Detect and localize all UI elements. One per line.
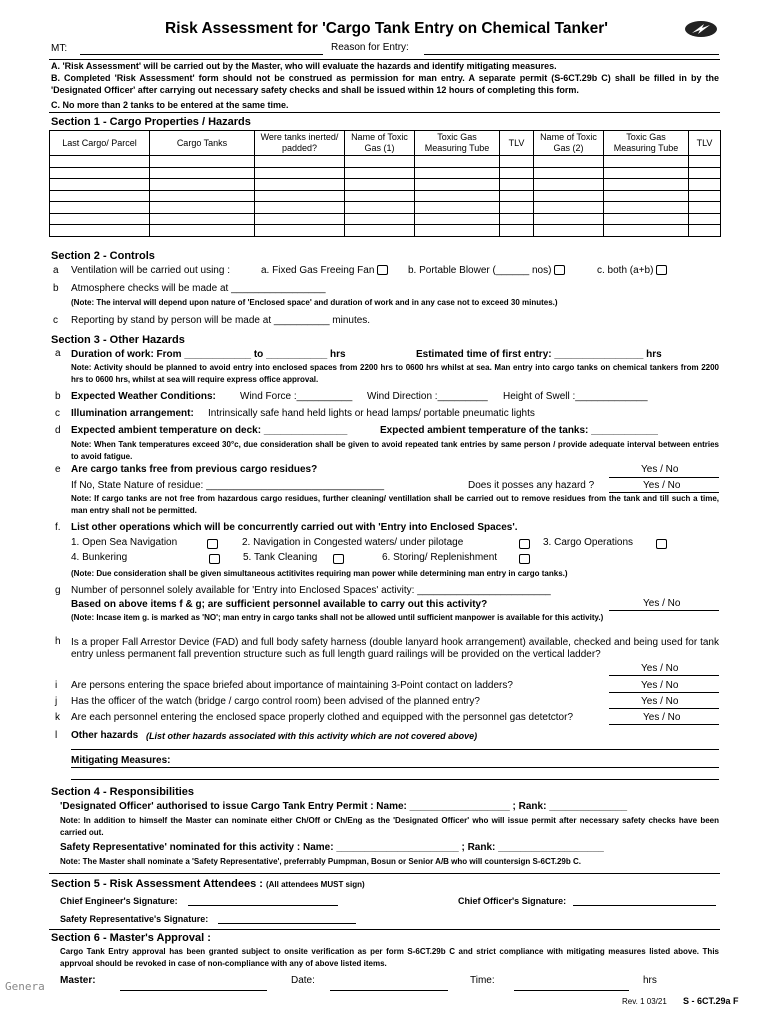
op-open-sea-checkbox[interactable] [207, 539, 218, 549]
item-letter: c [53, 315, 58, 326]
table-cell[interactable] [150, 213, 255, 225]
sufficient-personnel-line [609, 610, 719, 611]
deck-temp-text: Expected ambient temperature on deck: _______________ [71, 425, 348, 436]
table-cell[interactable] [534, 179, 604, 191]
fall-arrestor-line [609, 675, 719, 676]
residues-note: Note: If cargo tanks are not free from hazardous cargo residues, further cleaning/ ventillation shall be carried out to remove residues from the tank and till such a time, man entry shall not be permitted. [71, 494, 719, 515]
table-cell[interactable] [534, 213, 604, 225]
master-label: Master: [60, 975, 96, 986]
section2-title: Section 2 - Controls [51, 250, 155, 262]
page-title: Risk Assessment for 'Cargo Tank Entry on Chemical Tanker' [165, 20, 608, 37]
table-row[interactable] [50, 156, 721, 168]
table-cell[interactable] [500, 190, 534, 202]
date-label: Date: [291, 975, 315, 986]
table-cell[interactable] [415, 156, 500, 168]
safety-rep-line: Safety Representative' nominated for this activity : Name: ______________________ ; Rank: ___________________ [60, 842, 604, 853]
table-cell[interactable] [604, 156, 689, 168]
approval-text: Cargo Tank Entry approval has been granted subject to onsite verification as per form S-6CT.29b C and strict compliance with mitigating measures listed above. This apprvoal should be revoked in case of non-compliance with any of above listed items. [60, 947, 719, 968]
op-tank-cleaning: 5. Tank Cleaning [243, 552, 318, 563]
oow-advised-yes-no[interactable]: Yes / No [641, 696, 679, 707]
item-letter: a [53, 265, 59, 276]
op-congested-waters: 2. Navigation in Congested waters/ under pilotage [242, 537, 464, 548]
safety-rep-note: Note: The Master shall nominate a 'Safety Representative', preferrably Pumpman, Bosun or Senior A/B who will countersign S-6CT.29b C. [60, 857, 581, 866]
table-cell[interactable] [415, 167, 500, 179]
note-b: B. Completed 'Risk Assessment' form should not be construed as permission for man entry. A separate permit (S-6CT.29b C) shall be filled in by the 'Designated Officer' after carrying out necessary safety checks and shall be issued within 12 hours of completing this form. [51, 73, 719, 95]
item-letter: k [55, 712, 60, 723]
safety-rep-signature-field[interactable] [218, 923, 356, 924]
note-a: A. 'Risk Assessment' will be carried out by the Master, who will evaluate the hazards and identify mitigating measures. [51, 61, 557, 71]
op-congested-checkbox[interactable] [519, 539, 530, 549]
item-letter: c [55, 408, 60, 419]
table-row[interactable] [50, 213, 721, 225]
table-cell[interactable] [50, 190, 150, 202]
table-cell[interactable] [345, 167, 415, 179]
oow-advised-text: Has the officer of the watch (bridge / cargo control room) been advised of the planned entry? [71, 696, 480, 707]
table-row[interactable] [50, 167, 721, 179]
op-bunkering: 4. Bunkering [71, 552, 128, 563]
table-cell[interactable] [255, 179, 345, 191]
table-cell[interactable] [150, 179, 255, 191]
fall-arrestor-yes-no[interactable]: Yes / No [641, 663, 679, 674]
hrs-label: hrs [643, 975, 657, 986]
col-cargo-tanks: Cargo Tanks [150, 131, 255, 156]
table-cell[interactable] [689, 225, 721, 237]
op-tank-cleaning-checkbox[interactable] [333, 554, 344, 564]
fixed-fan-checkbox[interactable] [377, 265, 388, 275]
company-logo-icon [684, 20, 718, 38]
table-cell[interactable] [689, 213, 721, 225]
op-open-sea: 1. Open Sea Navigation [71, 537, 178, 548]
table-cell[interactable] [415, 213, 500, 225]
clothed-equipped-text: Are each personnel entering the enclosed space properly clothed and equipped with the personnel gas detetctor? [71, 712, 574, 723]
table-cell[interactable] [345, 225, 415, 237]
three-point-yes-no[interactable]: Yes / No [641, 680, 679, 691]
table-cell[interactable] [604, 202, 689, 214]
table-cell[interactable] [415, 202, 500, 214]
residue-hazard-text: Does it posses any hazard ? [468, 480, 595, 491]
table-cell[interactable] [500, 213, 534, 225]
residues-text: Are cargo tanks free from previous cargo residues? [71, 464, 318, 475]
section6-title: Section 6 - Master's Approval : [51, 932, 211, 944]
table-cell[interactable] [604, 213, 689, 225]
date-field[interactable] [330, 990, 448, 991]
personnel-note: (Note: Incase item g. is marked as 'NO'; man entry in cargo tanks shall not be allowed until sufficient manpower is available for this activity.) [71, 613, 604, 622]
form-number: S - 6CT.29a F [683, 996, 739, 1006]
weather-text: Expected Weather Conditions: [71, 391, 216, 402]
chief-engineer-signature-label: Chief Engineer's Signature: [60, 896, 178, 906]
table-cell[interactable] [534, 225, 604, 237]
clothed-equipped-line [609, 724, 719, 725]
item-letter: j [55, 696, 58, 707]
residue-nature-field: If No, State Nature of residue: ________________________________ [71, 480, 385, 491]
swell-field: Height of Swell :_____________ [503, 391, 648, 402]
table-cell[interactable] [345, 202, 415, 214]
table-cell[interactable] [500, 225, 534, 237]
duration-text: Duration of work: From ____________ to ___________ hrs [71, 349, 346, 360]
col-tlv-1: TLV [500, 131, 534, 156]
item-letter: e [55, 464, 61, 475]
revision-label: Rev. 1 03/21 [622, 997, 667, 1006]
reason-label: Reason for Entry: [331, 42, 409, 53]
illumination-value: Intrinsically safe hand held lights or head lamps/ portable pneumatic lights [208, 408, 535, 419]
table-cell[interactable] [689, 179, 721, 191]
table-cell[interactable] [150, 156, 255, 168]
other-hazards-field[interactable] [71, 749, 719, 750]
col-toxic-gas-2: Name of Toxic Gas (2) [534, 131, 604, 156]
concurrent-ops-note: (Note: Due consideration shall be given simultaneous actitivites requiring man power while determining man entry in cargo tanks.) [71, 569, 568, 578]
tank-temp-text: Expected ambient temperature of the tanks: ____________ [380, 425, 658, 436]
item-letter: a [55, 348, 61, 359]
table-cell[interactable] [255, 213, 345, 225]
concurrent-ops-text: List other operations which will be concurrently carried out with 'Entry into Enclosed Spaces'. [71, 522, 518, 533]
residue-hazard-yes-no[interactable]: Yes / No [643, 480, 681, 491]
table-cell[interactable] [534, 156, 604, 168]
other-hazards-text: Other hazards [71, 730, 139, 741]
table-cell[interactable] [50, 167, 150, 179]
table-cell[interactable] [500, 179, 534, 191]
table-cell[interactable] [50, 179, 150, 191]
watermark-text: Genera [5, 980, 45, 993]
table-cell[interactable] [345, 190, 415, 202]
table-cell[interactable] [689, 156, 721, 168]
table-cell[interactable] [255, 190, 345, 202]
table-cell[interactable] [50, 213, 150, 225]
master-signature-field[interactable] [120, 990, 267, 991]
item-letter: b [55, 391, 61, 402]
first-entry-text: Estimated time of first entry: ________________ hrs [416, 349, 662, 360]
table-cell[interactable] [415, 225, 500, 237]
wind-direction-field: Wind Direction :_________ [367, 391, 488, 402]
table-cell[interactable] [415, 179, 500, 191]
table-cell[interactable] [689, 190, 721, 202]
table-cell[interactable] [604, 179, 689, 191]
chief-engineer-signature-field[interactable] [188, 905, 338, 906]
notes-bottom-rule [49, 112, 720, 113]
section5-rule [49, 873, 720, 874]
ventilation-text: Ventilation will be carried out using : [71, 265, 230, 276]
chief-officer-signature-label: Chief Officer's Signature: [458, 896, 567, 906]
table-row[interactable] [50, 225, 721, 237]
table-cell[interactable] [255, 156, 345, 168]
item-letter: i [55, 680, 58, 691]
table-cell[interactable] [345, 179, 415, 191]
item-letter: d [55, 425, 61, 436]
table-cell[interactable] [689, 167, 721, 179]
reporting-text: Reporting by stand by person will be made at __________ minutes. [71, 315, 371, 326]
table-row[interactable] [50, 190, 721, 202]
designated-officer-note: Note: In addition to himself the Master can nominate either Ch/Off or Ch/Eng as the 'Designated Officer' who will issue permit after necessary safety checks have been carried out. [60, 816, 719, 837]
op-storing-checkbox[interactable] [519, 554, 530, 564]
table-cell[interactable] [345, 156, 415, 168]
ventilation-option-portable: b. Portable Blower (______ nos) [408, 265, 565, 276]
table-cell[interactable] [689, 202, 721, 214]
section3-title: Section 3 - Other Hazards [51, 334, 185, 346]
col-toxic-gas-1: Name of Toxic Gas (1) [345, 131, 415, 156]
portable-blower-checkbox[interactable] [554, 265, 565, 275]
table-cell[interactable] [604, 190, 689, 202]
three-point-line [609, 692, 719, 693]
section5-title: Section 5 - Risk Assessment Attendees : (All attendees MUST sign) [51, 878, 365, 890]
sufficient-personnel-text: Based on above items f & g; are sufficient personnel available to carry out this activity? [71, 599, 488, 610]
table-cell[interactable] [255, 225, 345, 237]
personnel-count-text: Number of personnel solely available for 'Entry into Enclosed Spaces' activity: ________________________ [71, 585, 551, 596]
ventilation-option-fixed: a. Fixed Gas Freeing Fan [261, 265, 388, 276]
table-cell[interactable] [50, 225, 150, 237]
item-letter: h [55, 636, 61, 647]
residues-yes-no[interactable]: Yes / No [641, 464, 679, 475]
time-field[interactable] [514, 990, 629, 991]
mitigating-measures-field-2[interactable] [71, 779, 719, 780]
illumination-text: Illumination arrangement: [71, 408, 194, 419]
table-cell[interactable] [500, 202, 534, 214]
item-letter: l [55, 730, 58, 741]
table-cell[interactable] [534, 190, 604, 202]
col-tlv-2: TLV [689, 131, 721, 156]
atmosphere-check-text: Atmosphere checks will be made at _________________ [71, 283, 326, 294]
table-cell[interactable] [150, 167, 255, 179]
both-checkbox[interactable] [656, 265, 667, 275]
table-cell[interactable] [500, 167, 534, 179]
other-hazards-sub: (List other hazards associated with this activity which are not covered above) [146, 731, 478, 741]
table-cell[interactable] [150, 202, 255, 214]
mt-label: MT: [51, 43, 68, 54]
table-cell[interactable] [500, 156, 534, 168]
sufficient-personnel-yes-no[interactable]: Yes / No [643, 598, 681, 609]
table-cell[interactable] [255, 167, 345, 179]
cargo-properties-table [49, 130, 721, 237]
item-letter: b [53, 283, 59, 294]
ventilation-option-both: c. both (a+b) [597, 265, 667, 276]
chief-officer-signature-field[interactable] [573, 905, 716, 906]
op-cargo-checkbox[interactable] [656, 539, 667, 549]
temperature-note: Note: When Tank temperatures exceed 30°c, due consideration shall be given to avoid repeated tank entries by same person / provide adequate interval between entries to avoid fatigue. [71, 440, 719, 461]
fall-arrestor-text: Is a proper Fall Arrestor Device (FAD) and full body safety harness (double lanyard hook arrangement) available, checked and being used for tank entry unless permanent fall prevention structure such as full length guard railings will be provided on the vertical ladder? [71, 637, 719, 660]
col-measuring-tube-1: Toxic Gas Measuring Tube [415, 131, 500, 156]
item-letter: f. [55, 522, 61, 533]
table-cell[interactable] [50, 202, 150, 214]
table-row[interactable] [50, 202, 721, 214]
op-cargo-operations: 3. Cargo Operations [543, 537, 634, 548]
table-cell[interactable] [50, 156, 150, 168]
duration-note: Note: Activity should be planned to avoid entry into enclosed spaces from 2200 hrs to 0600 hrs whilst at sea. Man entry into cargo tanks on chemical tankers from 2200 hrs to 0600 hrs, whilst at sea will require express office approval. [71, 363, 719, 384]
designated-officer-line: 'Designated Officer' authorised to issue Cargo Tank Entry Permit : Name: __________________ ; Rank: ______________ [60, 801, 628, 812]
section4-title: Section 4 - Responsibilities [51, 786, 195, 798]
wind-force-field: Wind Force :__________ [240, 391, 353, 402]
note-c: C. No more than 2 tanks to be entered at the same time. [51, 100, 289, 110]
table-cell[interactable] [150, 190, 255, 202]
table-header-row [50, 131, 721, 156]
table-cell[interactable] [604, 225, 689, 237]
table-cell[interactable] [150, 225, 255, 237]
col-measuring-tube-2: Toxic Gas Measuring Tube [604, 131, 689, 156]
table-cell[interactable] [534, 167, 604, 179]
op-bunkering-checkbox[interactable] [209, 554, 220, 564]
clothed-equipped-yes-no[interactable]: Yes / No [643, 712, 681, 723]
col-last-cargo: Last Cargo/ Parcel [50, 131, 150, 156]
mt-field[interactable] [80, 54, 323, 55]
table-cell[interactable] [604, 167, 689, 179]
table-cell[interactable] [534, 202, 604, 214]
item-letter: g [55, 585, 61, 596]
cargo-table-body[interactable] [50, 156, 721, 237]
section1-title: Section 1 - Cargo Properties / Hazards [51, 116, 251, 128]
table-row[interactable] [50, 179, 721, 191]
table-cell[interactable] [415, 190, 500, 202]
reason-field[interactable] [424, 54, 719, 55]
three-point-contact-text: Are persons entering the space briefed about importance of maintaining 3-Point contact on ladders? [71, 680, 513, 691]
mitigating-measures-field[interactable] [71, 767, 719, 768]
section6-rule [49, 929, 720, 930]
table-cell[interactable] [255, 202, 345, 214]
residues-yes-no-line [609, 477, 719, 478]
atmosphere-note: (Note: The interval will depend upon nature of 'Enclosed space' and duration of work and in any case not to exceed 30 minutes.) [71, 298, 558, 307]
table-cell[interactable] [345, 213, 415, 225]
mitigating-measures-label: Mitigating Measures: [71, 755, 171, 766]
time-label: Time: [470, 975, 495, 986]
oow-advised-line [609, 708, 719, 709]
op-storing: 6. Storing/ Replenishment [382, 552, 498, 563]
safety-rep-signature-label: Safety Representative's Signature: [60, 914, 209, 924]
col-inerted: Were tanks inerted/ padded? [255, 131, 345, 156]
